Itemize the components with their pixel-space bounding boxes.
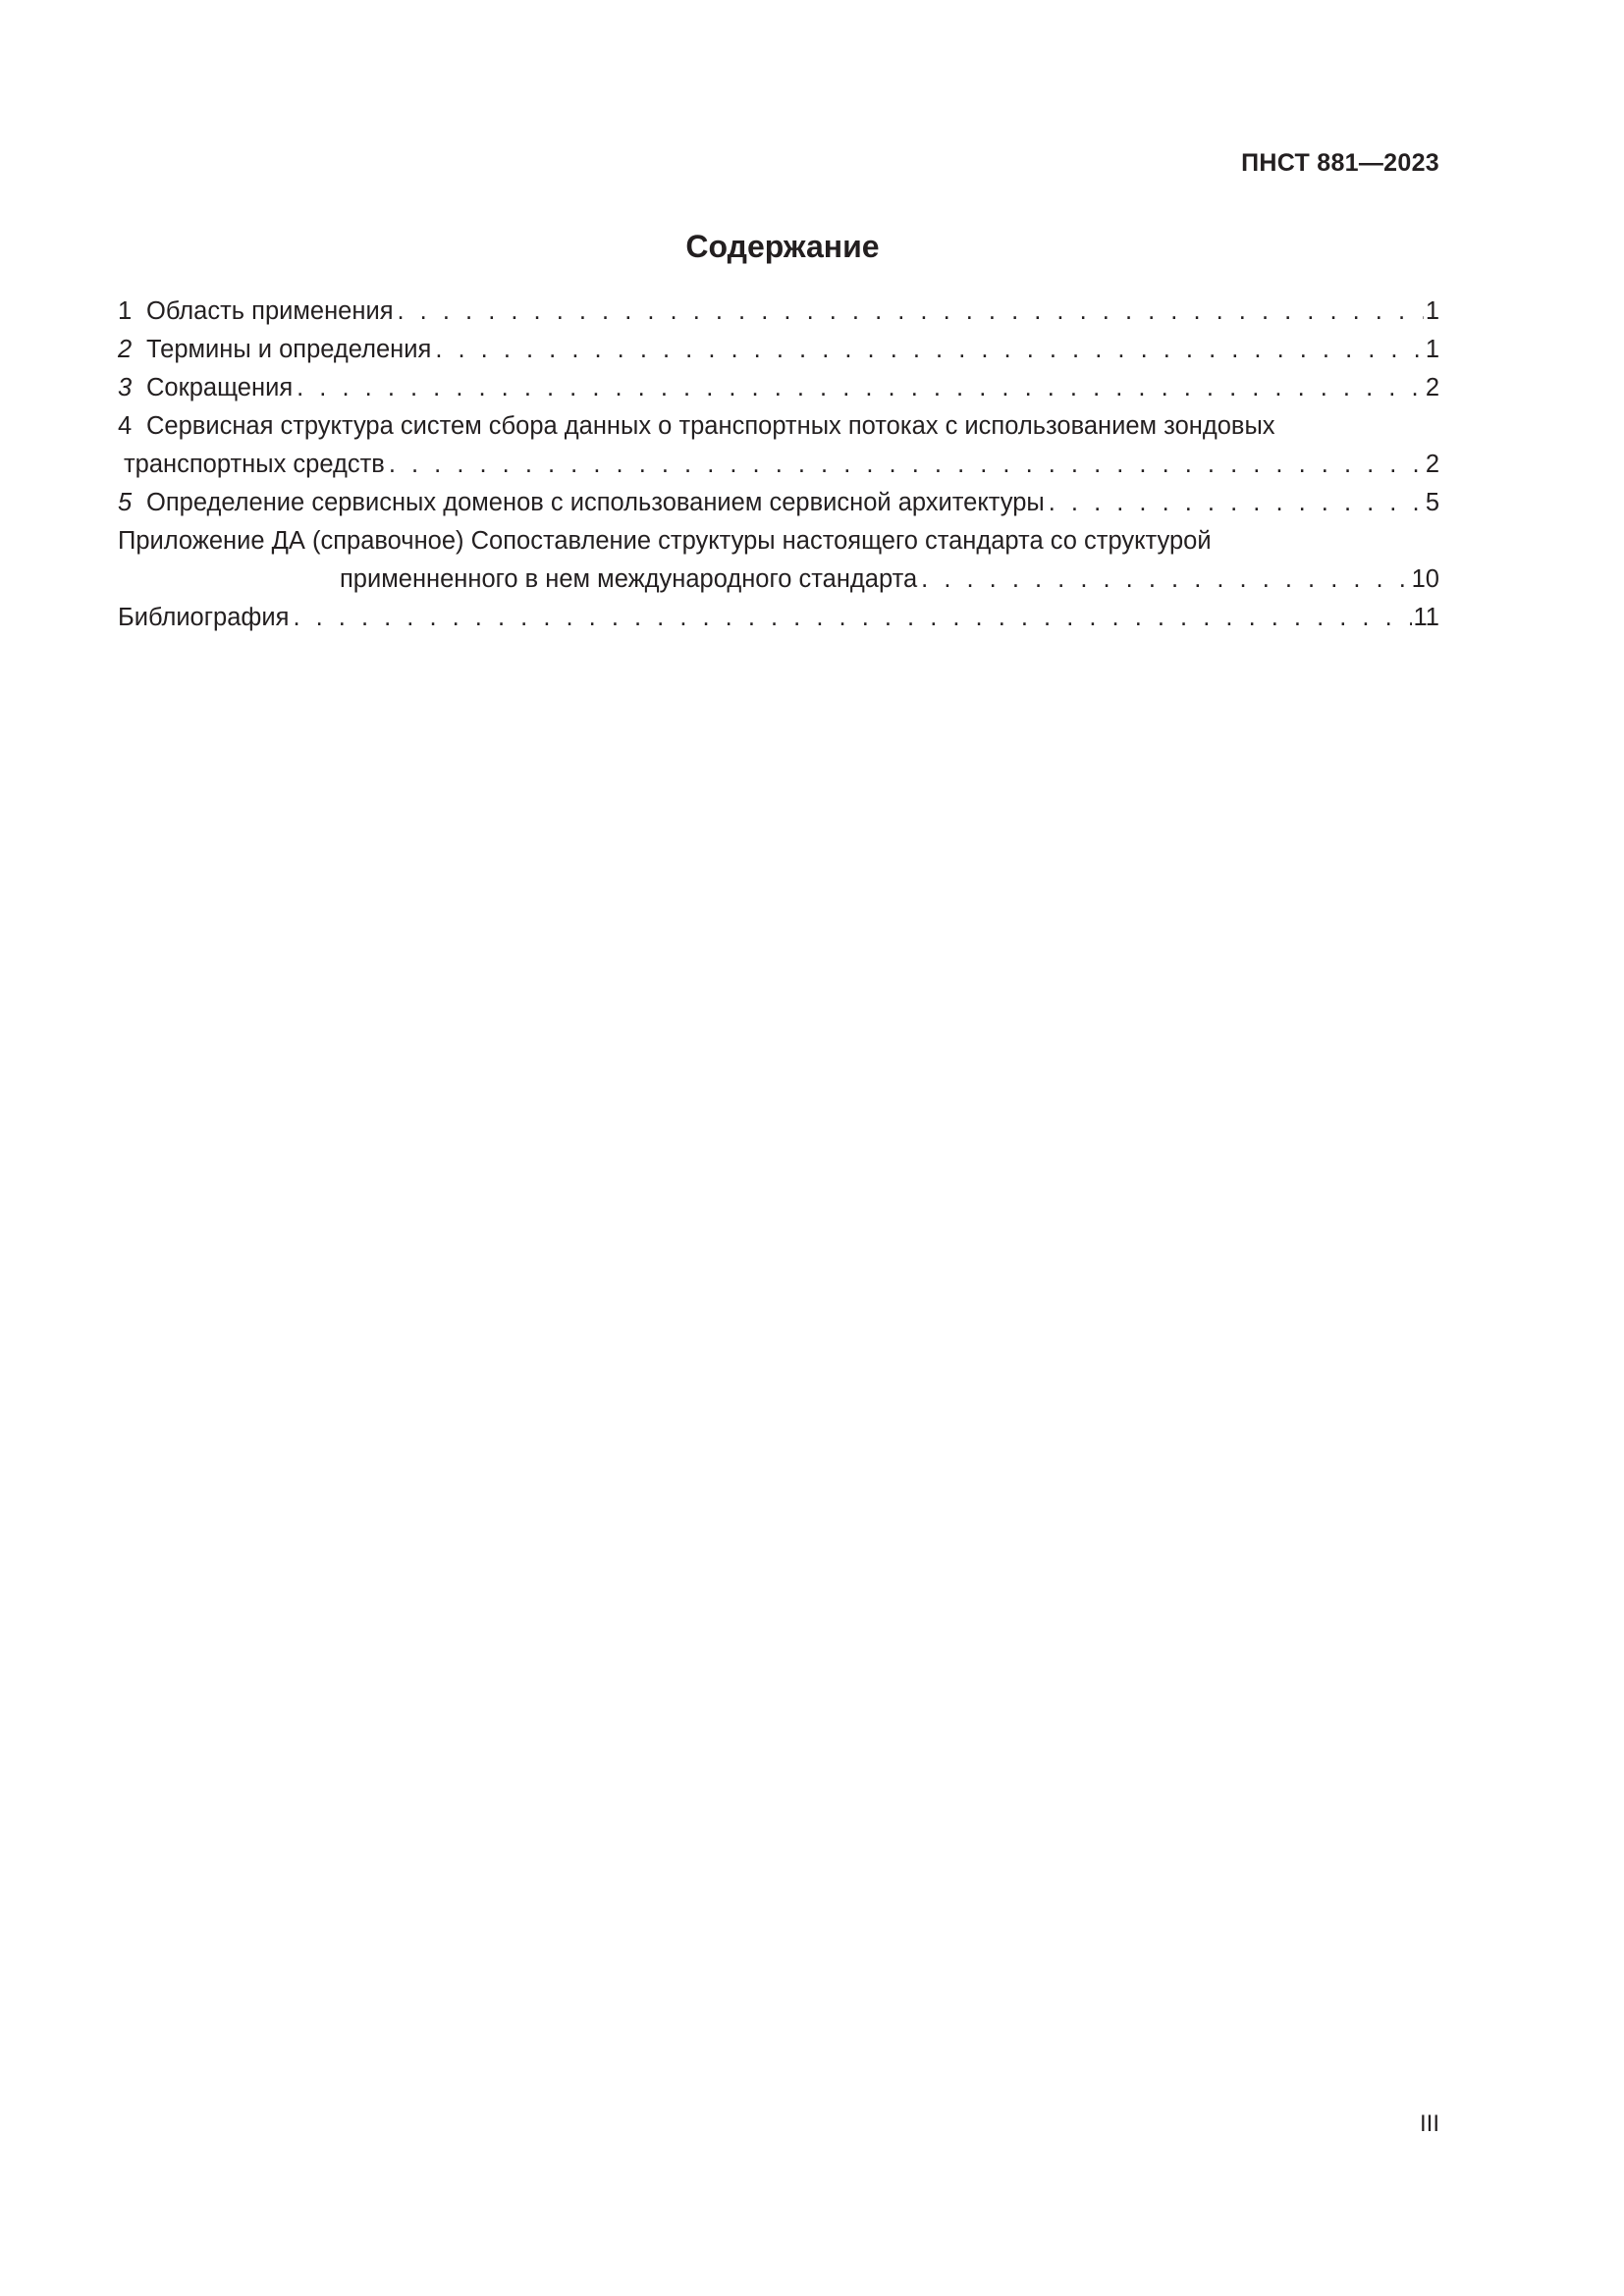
toc-entry-title: Термины и определения <box>146 336 432 363</box>
toc-entry-bibliography[interactable] <box>118 599 1439 637</box>
toc-entry-number: 5 <box>118 489 133 516</box>
toc-entry-5[interactable] <box>118 484 1439 522</box>
toc-entry-3[interactable] <box>118 369 1439 407</box>
toc-entry-1[interactable] <box>118 293 1439 331</box>
toc-entry-number: 4 <box>118 412 133 440</box>
toc-entry-title: Определение сервисных доменов с использованием сервисной архитектуры <box>146 489 1045 516</box>
toc-entry-number: 2 <box>118 336 133 363</box>
toc-entry-number: 1 <box>118 297 133 325</box>
toc-entry-title: Сервисная структура систем сбора данных о транспортных потоках с использованием зондовых <box>146 412 1275 440</box>
toc-entry-title: Приложение ДА (справочное) Сопоставление структуры настоящего стандарта со структурой <box>118 527 1212 555</box>
page-number: III <box>1419 2110 1439 2137</box>
toc-entry-2[interactable] <box>118 331 1439 369</box>
toc-entry-title: Библиография <box>118 604 290 631</box>
toc-entry-page: 5 <box>1425 489 1439 516</box>
toc-entry-page: 11 <box>1413 604 1439 631</box>
dot-leader <box>293 599 1411 637</box>
toc-title: Содержание <box>685 229 880 264</box>
toc-entry-page: 2 <box>1425 451 1439 478</box>
toc-entry-page: 1 <box>1425 297 1439 325</box>
dot-leader <box>921 561 1409 599</box>
toc-entry-title: Область применения <box>146 297 394 325</box>
toc-entry-page: 1 <box>1425 336 1439 363</box>
toc-entry-page: 10 <box>1411 565 1439 593</box>
table-of-contents <box>118 293 1439 637</box>
toc-entry-number: 3 <box>118 374 133 401</box>
toc-entry-title: Сокращения <box>146 374 294 401</box>
document-id: ПНСТ 881—2023 <box>1241 149 1439 177</box>
dot-leader <box>297 369 1424 407</box>
dot-leader <box>435 331 1424 369</box>
toc-entry-4[interactable] <box>118 407 1439 484</box>
toc-entry-appendix[interactable] <box>118 522 1439 599</box>
dot-leader <box>398 293 1424 331</box>
dot-leader <box>1049 484 1424 522</box>
toc-entry-title-continued: применненного в нем международного стандарта <box>340 565 918 593</box>
toc-entry-title-continued: транспортных средств <box>124 451 385 478</box>
toc-entry-page: 2 <box>1425 374 1439 401</box>
dot-leader <box>389 446 1424 484</box>
